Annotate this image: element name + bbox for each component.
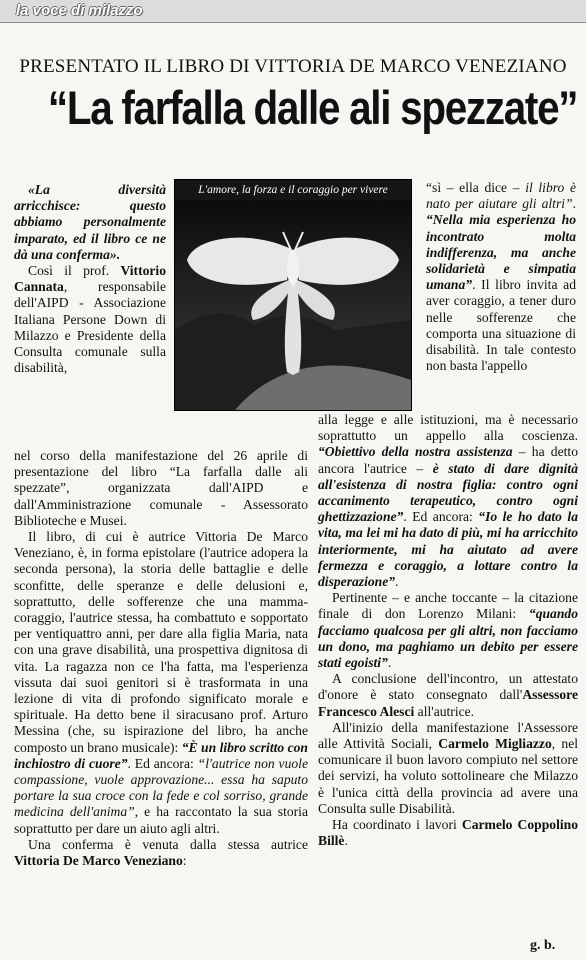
paragraph <box>14 263 166 376</box>
text-run: . Ed ancora: <box>403 509 479 525</box>
article-column-left-bottom <box>14 448 308 869</box>
paragraph <box>318 817 578 849</box>
text-run: , responsabile dell'AIPD - Associazione Italiana Persone Down di Milazzo e Presidente della Consulta comunale sulla disabilità, <box>14 279 166 376</box>
text-run: Il libro, di cui è autrice Vittoria De Marco Veneziano, è, in forma epistolare (l'autrice adopera la seconda persona), la storia delle battaglie e delle sconfitte, delle speranze e delle delusioni e, soprattutto, delle sofferenze che una mamma-coraggio, l'autrice stessa, ha combattuto e sopportato per ventiquattro anni, per dare alla figlia Maria, nata con una grave disabilità, una prospettiva dignitosa di vita. La ragazza non ce l'ha fatta, ma l'esperienza vissuta dai suoi genitori si è trasformata in una lezione di vita di profondo significato morale e spirituale. Ha detto bene il siracusano prof. Arturo Messina (che, su ispirazione del libro, ha anche composto un brano musicale): <box>14 529 308 755</box>
person-name: Carmelo Coppolino Billè <box>318 817 578 849</box>
text-run: : <box>182 853 187 869</box>
paragraph <box>318 671 578 720</box>
text-run: Ha coordinato i lavori <box>332 817 462 833</box>
book-cover-photo <box>174 179 412 411</box>
quote: il libro è nato per aiutare gli altri” <box>426 180 576 212</box>
text-run: “sì – ella dice – <box>426 180 526 195</box>
article-column-left-top <box>14 182 166 376</box>
text-run: A conclusione dell'incontro, un attestato d'onore è stato consegnato dall' <box>318 671 578 703</box>
text-run: . Ed ancora: <box>127 755 198 771</box>
masthead-title: la voce di milazzo <box>16 2 143 19</box>
paragraph <box>14 182 166 263</box>
article-kicker: PRESENTATO IL LIBRO DI VITTORIA DE MARCO VENEZIANO <box>19 56 567 77</box>
masthead-band <box>0 0 586 23</box>
paragraph <box>318 720 578 817</box>
quote: “l'autrice non vuole compassione, vuole approvazione... essa ha saputo portare la sua croce con la fede e col sorriso, grande medicina dell'anima” <box>14 755 308 820</box>
text-run: – ha detto ancora l'autrice – <box>318 444 578 476</box>
person-name: Vittorio Cannata <box>14 263 166 295</box>
text-run: . Il libro invita ad aver coraggio, a tener duro nelle sofferenze che comporta una situazione di disabilità. In tale contesto non basta l'appello <box>426 277 576 374</box>
text-run: , e ha raccontato la sua storia soprattutto per dare un aiuto agli altri. <box>14 804 308 836</box>
article-headline: “La farfalla dalle ali spezzate” <box>47 81 578 134</box>
quote: “È un libro scritto con inchiostro di cuore” <box>14 739 308 771</box>
quote: è stato di dare dignità all'esistenza di nostra figlia: contro ogni accanimento terapeutico, contro ogni ghettizzazione” <box>318 460 578 525</box>
text-run: Così il prof. <box>28 263 121 279</box>
text-run: . <box>387 655 392 671</box>
person-name: Carmelo Migliazzo <box>438 736 552 752</box>
text-run: Pertinente – e anche toccante – la citazione finale di don Lorenzo Milani: <box>318 590 578 622</box>
person-name: Assessore Francesco Alesci <box>318 687 578 719</box>
opening-quote: «La diversità arricchisce: questo abbiamo personalmente imparato, ed il libro ce ne dà una conferma». <box>14 182 166 262</box>
text-run: . <box>572 196 576 212</box>
text-run: , nel comunicare il buon lavoro compiuto nel settore dei servizi, ha voluto sottolineare che Milazzo è l'unica città della provincia ad avere una Consulta sulle Disabilità. <box>318 736 579 816</box>
text-run: . <box>344 833 348 849</box>
paragraph <box>14 837 308 869</box>
moth-illustration <box>175 180 411 410</box>
text-run: nel corso della manifestazione del 26 aprile di presentazione del libro “La farfalla dalle ali spezzate”, organizzata dall'AIPD e dall'Amministrazione comunale - Assessorato Biblioteche e Musei. <box>14 448 308 528</box>
paragraph <box>426 180 576 374</box>
paragraph <box>14 529 308 837</box>
quote: “Obiettivo della nostra assistenza <box>318 444 513 460</box>
text-run: all'autrice. <box>414 703 475 719</box>
person-name: Vittoria De Marco Veneziano <box>14 853 183 869</box>
text-run: alla legge e alle istituzioni, ma è necessario soprattutto un appello alla coscienza. <box>318 412 578 444</box>
paragraph <box>14 448 308 529</box>
article-column-right-top <box>426 180 576 374</box>
text-run: All'inizio della manifestazione l'Assessore alle Attività Sociali, <box>318 719 578 752</box>
text-run: Una conferma è venuta dalla stessa autrice <box>28 836 308 852</box>
quote: “Io le ho dato la vita, ma lei mi ha dato di più, mi ha arricchito interiormente, mi ha aiutato ad avere fermezza e coraggio, a lottare contro la disperazione” <box>318 509 578 590</box>
author-signature: g. b. <box>530 938 556 953</box>
text-run: . <box>395 574 399 590</box>
paragraph <box>318 590 578 671</box>
paragraph <box>318 412 578 590</box>
quote: “Nella mia esperienza ho incontrato molta indifferenza, ma anche solidarietà e simpatia umana” <box>426 212 576 293</box>
article-column-right-bottom <box>318 412 578 849</box>
photo-caption: L'amore, la forza e il coraggio per vivere <box>198 184 388 196</box>
quote: “quando facciamo qualcosa per gli altri, non facciamo un dono, ma paghiamo un debito per essere stati egoisti” <box>318 606 578 671</box>
